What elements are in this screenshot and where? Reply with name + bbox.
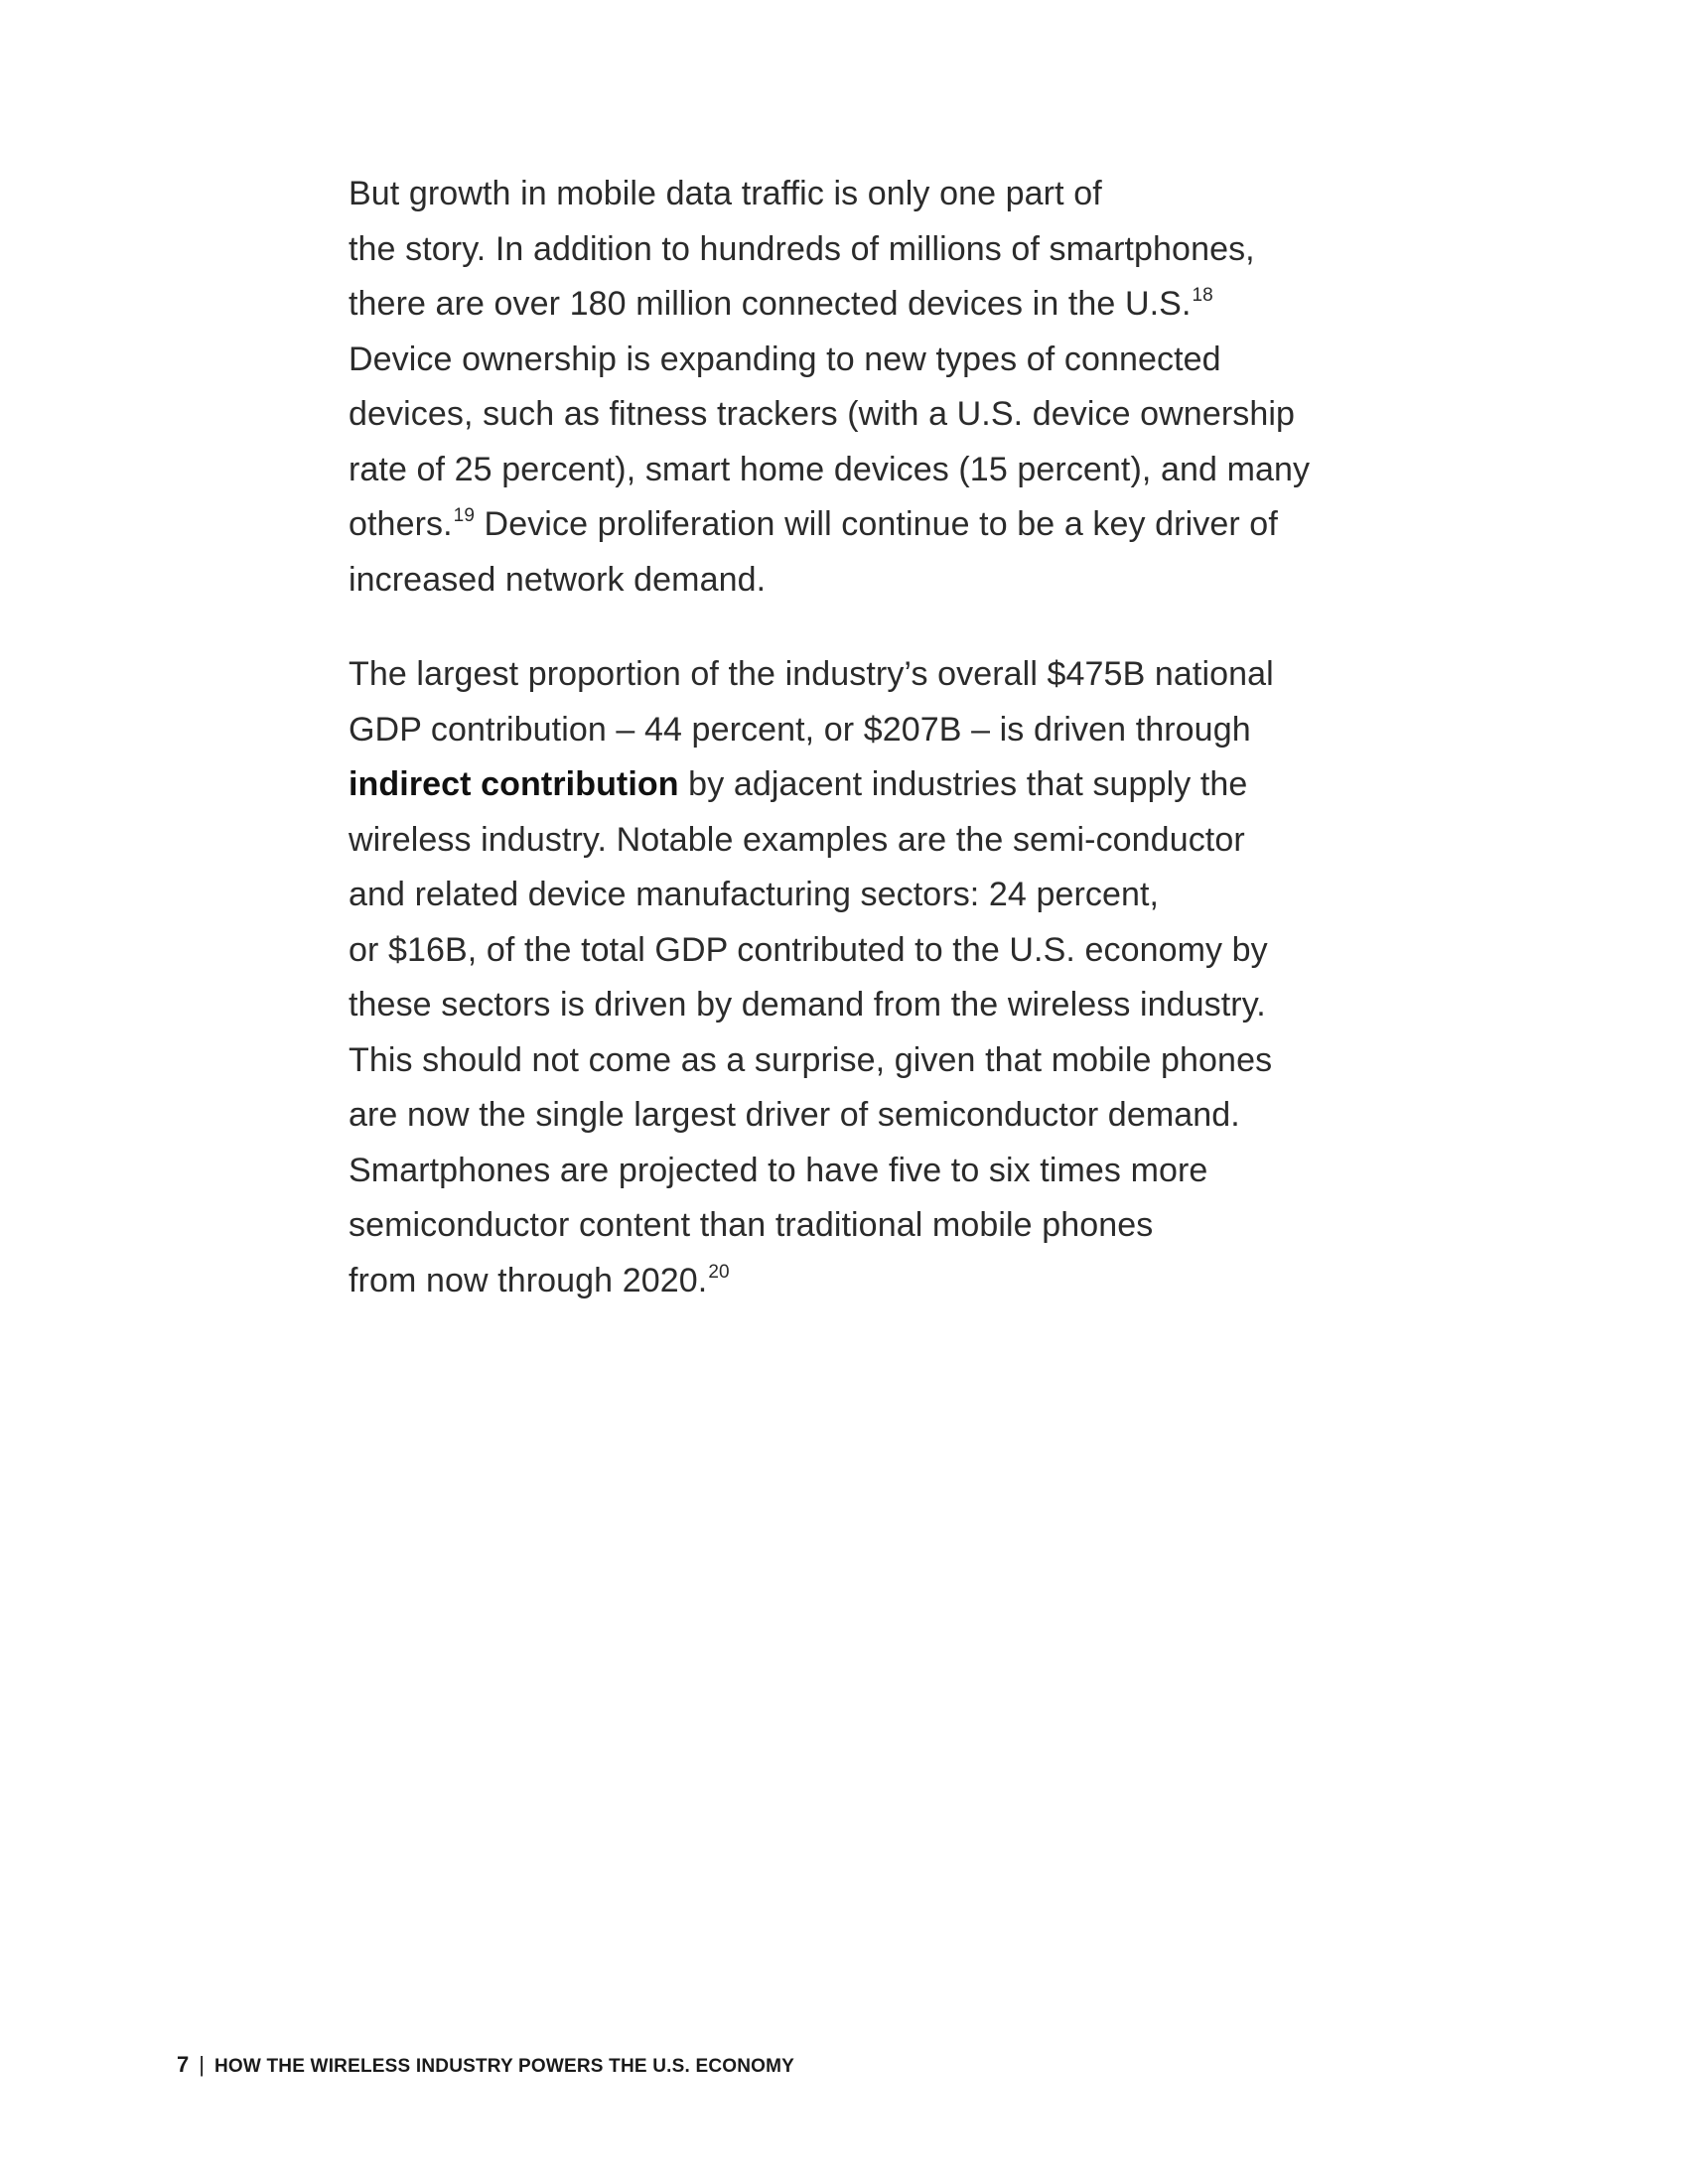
page-number: 7 (177, 2052, 190, 2077)
text-line: But growth in mobile data traffic is only one part of (349, 175, 1102, 212)
body-text (349, 167, 1351, 1308)
text-line: are now the single largest driver of semiconductor demand. (349, 1096, 1240, 1134)
text-line (349, 497, 1351, 553)
paragraph-device-growth (349, 167, 1351, 608)
text-line: increased network demand. (349, 560, 767, 599)
text-line (349, 277, 1351, 333)
text-segment: by adjacent industries that supply the (678, 765, 1248, 803)
footnote-ref-18: 18 (1192, 285, 1213, 306)
text-line (349, 757, 1351, 813)
text-segment: others. (349, 505, 453, 543)
running-title: HOW THE WIRELESS INDUSTRY POWERS THE U.S. ECONOMY (213, 2056, 795, 2077)
text-line: or $16B, of the total GDP contributed to the U.S. economy by (349, 930, 1268, 969)
text-line: This should not come as a surprise, given that mobile phones (349, 1040, 1273, 1079)
text-line: semiconductor content than traditional mobile phones (349, 1206, 1154, 1244)
text-line (349, 1254, 1351, 1309)
bold-term-indirect-contribution: indirect contribution (349, 765, 679, 803)
paragraph-indirect-contribution (349, 647, 1351, 1308)
text-line: GDP contribution – 44 percent, or $207B – is driven through (349, 710, 1251, 749)
text-line: and related device manufacturing sectors: 24 percent, (349, 876, 1160, 913)
text-segment: there are over 180 million connected devices in the U.S. (349, 285, 1192, 323)
footnote-ref-20: 20 (708, 1261, 730, 1283)
text-segment: from now through 2020. (349, 1261, 708, 1299)
text-line: the story. In addition to hundreds of millions of smartphones, (349, 229, 1255, 268)
text-line: these sectors is driven by demand from the wireless industry. (349, 986, 1266, 1024)
footer-separator: | (199, 2052, 205, 2077)
footnote-ref-19: 19 (453, 505, 475, 526)
text-segment: Device proliferation will continue to be a key driver of (475, 505, 1278, 543)
page-footer (177, 2053, 794, 2079)
text-line: devices, such as fitness trackers (with a U.S. device ownership (349, 395, 1296, 433)
text-line: wireless industry. Notable examples are the semi-conductor (349, 820, 1245, 859)
text-line: Smartphones are projected to have five to six times more (349, 1151, 1208, 1189)
text-line: Device ownership is expanding to new types of connected (349, 340, 1221, 378)
text-line: The largest proportion of the industry’s overall $475B national (349, 655, 1274, 693)
text-line: rate of 25 percent), smart home devices (15 percent), and many (349, 450, 1311, 488)
